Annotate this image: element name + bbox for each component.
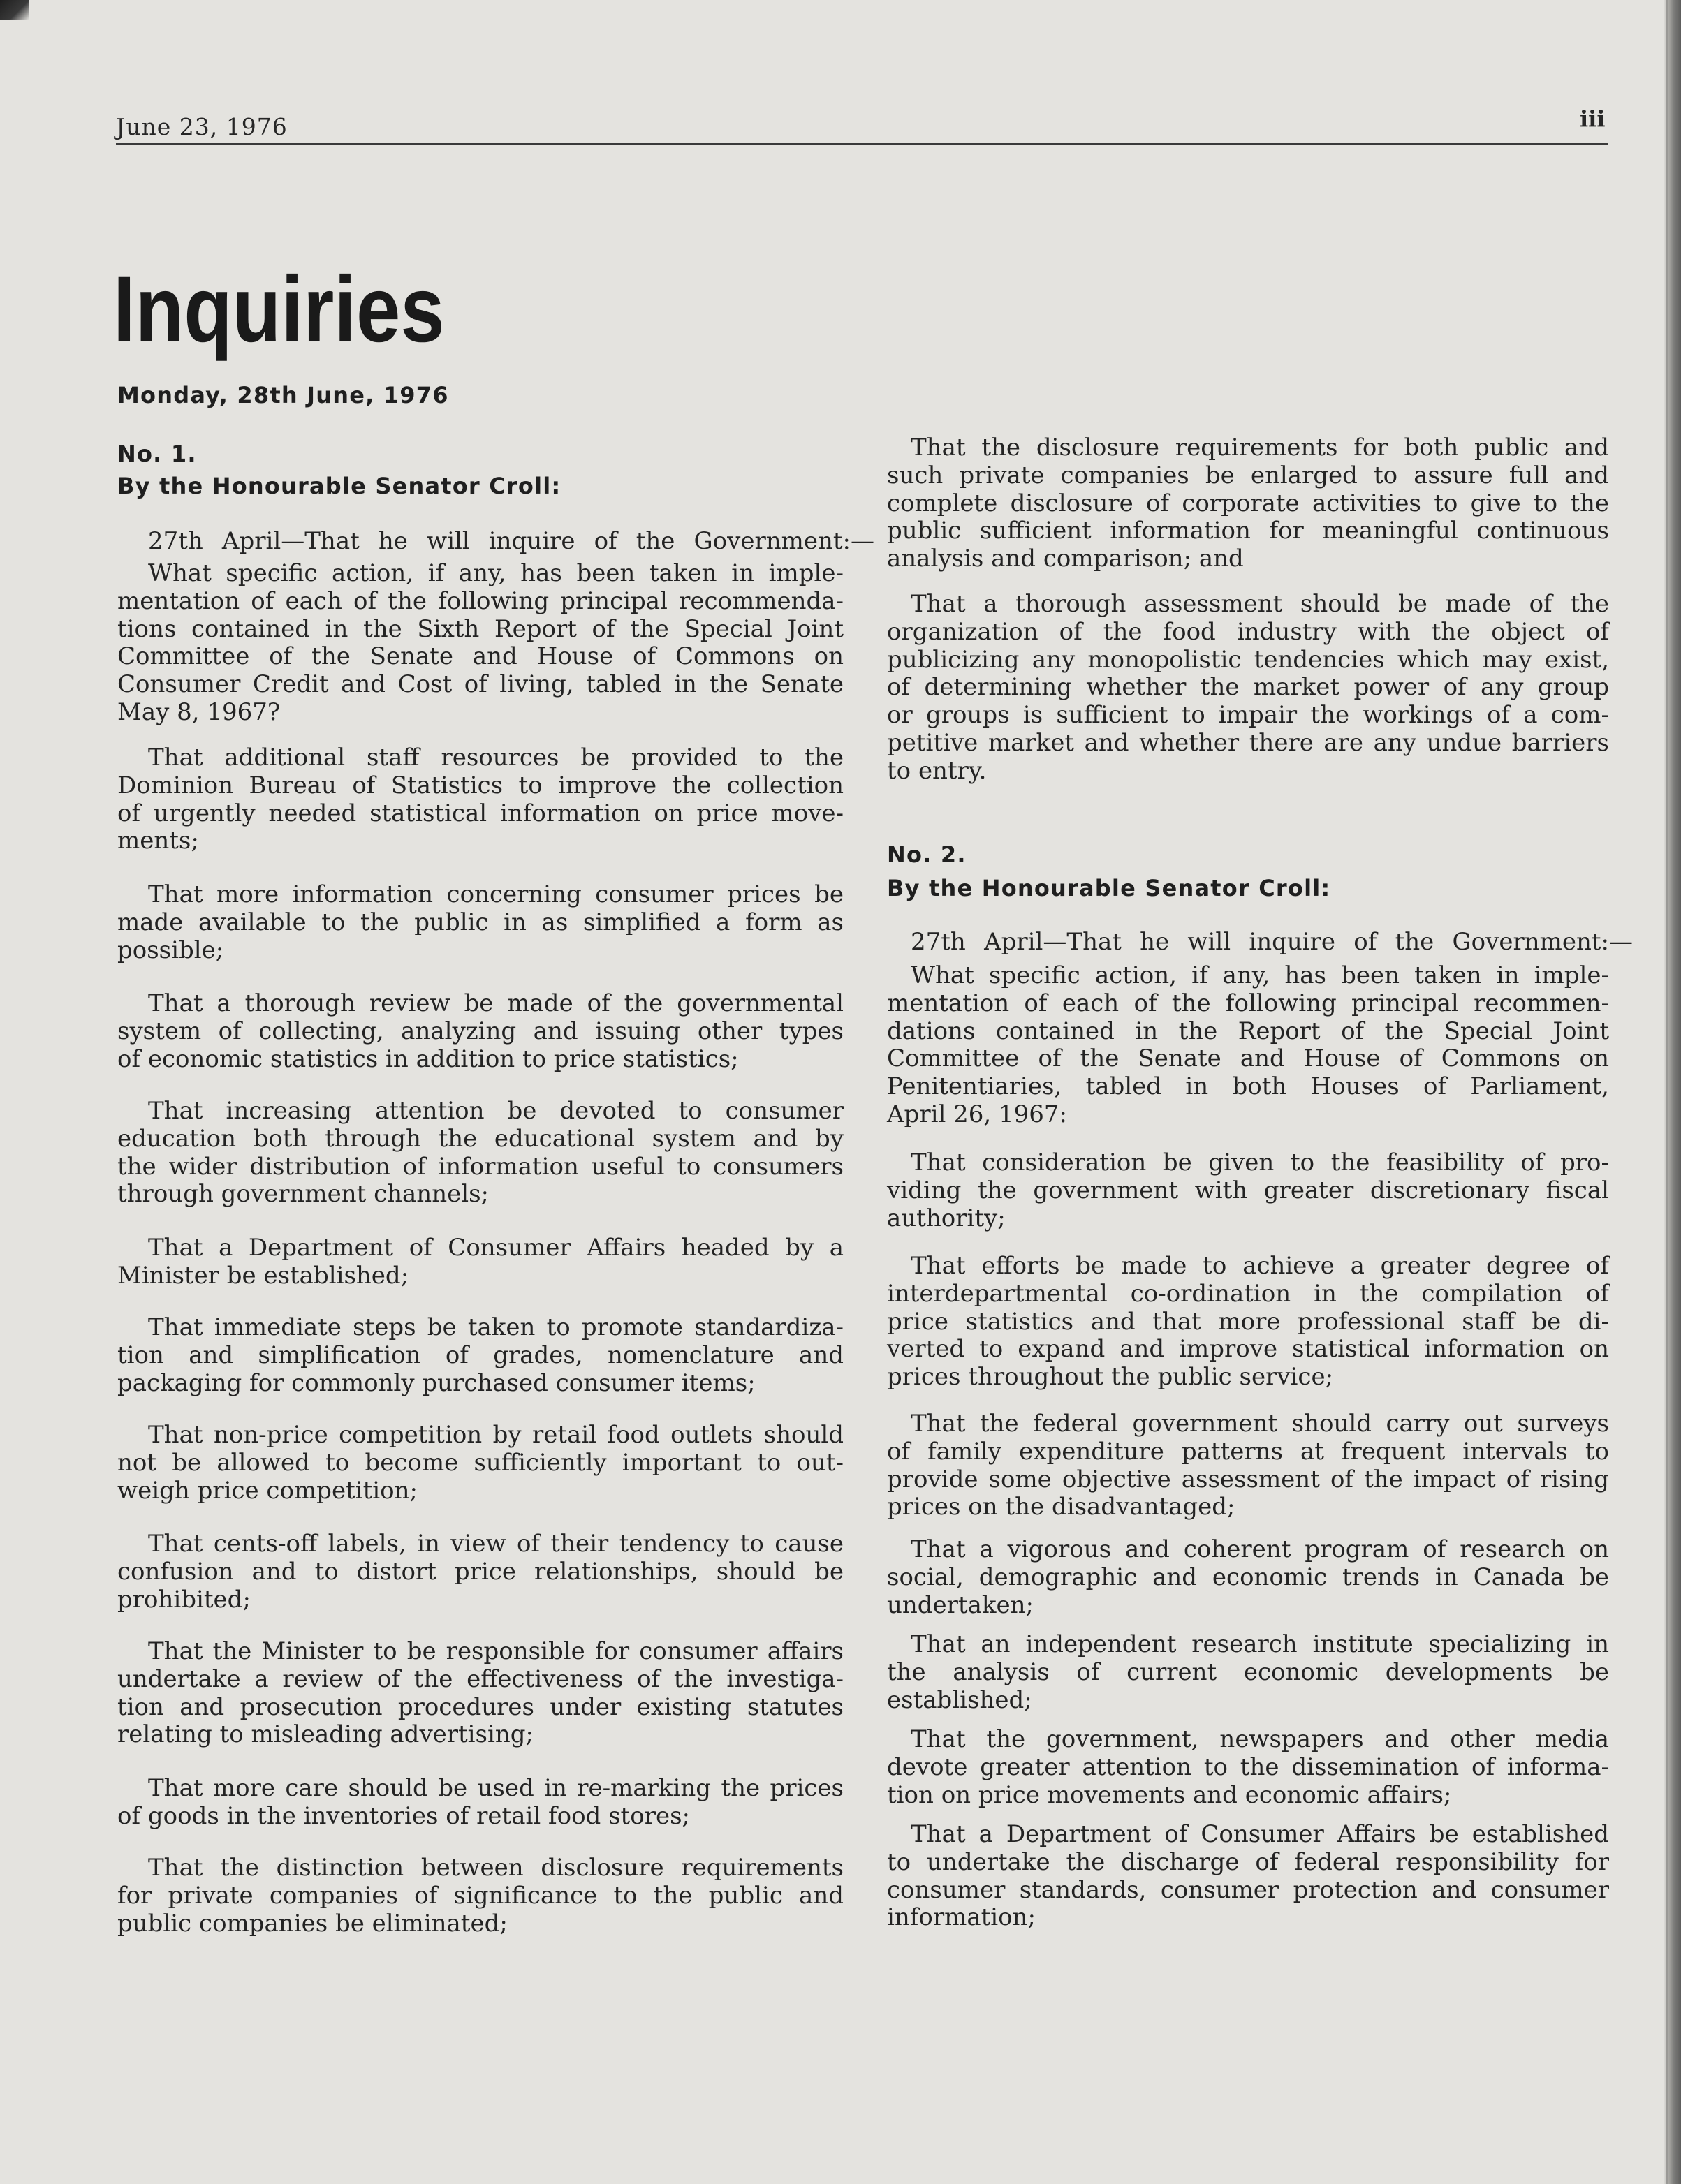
text-line: of economic statistics in addition to price statistics; (117, 1045, 739, 1073)
text-line: Minister be established; (117, 1261, 409, 1290)
inquiry-2-number: No. 2. (887, 841, 967, 868)
text-line: undertaken; (887, 1591, 1034, 1619)
text-line: such private companies be enlarged to assure full and (887, 461, 1609, 489)
text-line: authority; (887, 1204, 1006, 1232)
text-line: That cents-off labels, in view of their tendency to cause (148, 1530, 844, 1558)
text-line: April 26, 1967: (887, 1100, 1067, 1128)
text-line: mentation of each of the following principal recommen- (887, 989, 1609, 1017)
inquiry-1-recommendation (117, 1098, 844, 1209)
text-line: consumer standards, consumer protection and consumer (887, 1875, 1609, 1904)
text-line: packaging for commonly purchased consumer items; (117, 1368, 756, 1397)
text-line: Dominion Bureau of Statistics to improve the collection (117, 771, 844, 799)
inquiry-1-recommendation (117, 881, 844, 964)
text-line: That a thorough review be made of the governmental (148, 989, 844, 1017)
text-line: devote greater attention to the dissemination of informa- (887, 1753, 1609, 1781)
text-line: That the federal government should carry out surveys (911, 1410, 1609, 1438)
scan-corner-shadow (0, 0, 29, 20)
inquiry-1-number: No. 1. (117, 441, 197, 467)
text-line: dations contained in the Report of the Special Joint (887, 1017, 1609, 1045)
text-line: confusion and to distort price relationships, should be (117, 1557, 844, 1586)
inquiry-1-recommendation (117, 1854, 844, 1938)
text-line: That a Department of Consumer Affairs be established (911, 1820, 1609, 1848)
text-line: system of collecting, analyzing and issuing other types (117, 1017, 844, 1045)
page-binding-line (1666, 0, 1668, 2184)
left-column (117, 0, 874, 2184)
text-line: made available to the public in as simplified a form as (117, 908, 844, 936)
text-line: weigh price competition; (117, 1476, 418, 1505)
inquiry-2-question (887, 962, 1609, 1129)
text-line: That the distinction between disclosure requirements (148, 1854, 844, 1882)
text-line: That an independent research institute specializing in (911, 1630, 1609, 1658)
inquiry-2-recommendation (887, 1149, 1609, 1232)
text-line: complete disclosure of corporate activities to give to the (887, 489, 1609, 517)
text-line: tion on price movements and economic affairs; (887, 1780, 1452, 1809)
text-line: That more information concerning consumer prices be (148, 880, 844, 908)
inquiry-1-recommendation (117, 1638, 844, 1749)
inquiry-2-recommendation (887, 1631, 1609, 1714)
text-line: That efforts be made to achieve a greater degree of (911, 1252, 1609, 1280)
text-line: relating to misleading advertising; (117, 1720, 534, 1749)
inquiry-2-recommendation (887, 1253, 1609, 1392)
text-line: prices throughout the public service; (887, 1363, 1334, 1392)
text-line: That the Minister to be responsible for consumer affairs (148, 1637, 844, 1665)
text-line: That the disclosure requirements for both public and (911, 434, 1609, 462)
inquiry-1-intro: 27th April—That he will inquire of the Government:— (148, 527, 874, 555)
text-line: the wider distribution of information useful to consumers (117, 1152, 844, 1181)
text-line: tion and prosecution procedures under existing statutes (117, 1692, 844, 1721)
inquiry-2-author: By the Honourable Senator Croll: (887, 875, 1331, 901)
text-line: prohibited; (117, 1585, 251, 1614)
text-line: through government channels; (117, 1180, 489, 1209)
inquiry-2-recommendation (887, 1410, 1609, 1521)
text-line: That non-price competition by retail food outlets should (148, 1421, 844, 1449)
text-line: social, demographic and economic trends in Canada be (887, 1563, 1609, 1591)
text-line: petitive market and whether there are any undue barriers (887, 728, 1609, 757)
text-line: That a Department of Consumer Affairs headed by a (148, 1234, 844, 1262)
inquiry-1-recommendation (117, 1775, 844, 1831)
text-line: to entry. (887, 756, 987, 785)
page-number: iii (1580, 105, 1606, 132)
text-line: of urgently needed statistical information on price move- (117, 799, 844, 827)
inquiry-1-recommendation (117, 1234, 844, 1290)
text-line: for private companies of significance to the public and (117, 1881, 844, 1910)
date-heading: Monday, 28th June, 1976 (117, 382, 449, 408)
text-line: That additional staff resources be provided to the (148, 744, 844, 772)
inquiry-1-recommendation (887, 591, 1609, 785)
text-line: That a thorough assessment should be made of the (911, 590, 1609, 618)
text-line: That immediate steps be taken to promote standardiza- (148, 1313, 844, 1341)
inquiry-1-recommendation (117, 1314, 844, 1397)
text-line: ments; (117, 827, 199, 855)
text-line: What specific action, if any, has been taken in imple- (911, 961, 1609, 989)
text-line: prices on the disadvantaged; (887, 1493, 1235, 1521)
text-line: That consideration be given to the feasibility of pro- (911, 1149, 1609, 1176)
running-header-date: June 23, 1976 (116, 113, 288, 140)
text-line: of determining whether the market power of any group (887, 673, 1609, 702)
text-line: That the government, newspapers and other media (911, 1725, 1609, 1753)
inquiry-2-recommendation (887, 1726, 1609, 1809)
text-line: interdepartmental co-ordination in the compilation of (887, 1279, 1609, 1308)
text-line: Committee of the Senate and House of Commons on (887, 1045, 1609, 1073)
text-line: possible; (117, 936, 224, 964)
text-line: established; (887, 1685, 1032, 1714)
text-line: tions contained in the Sixth Report of the Special Joint (117, 614, 844, 643)
text-line: not be allowed to become sufficiently important to out- (117, 1448, 844, 1477)
text-line: Committee of the Senate and House of Commons on (117, 642, 844, 671)
inquiry-1-recommendation (117, 990, 844, 1073)
text-line: That a vigorous and coherent program of research on (911, 1535, 1609, 1563)
text-line: What specific action, if any, has been taken in imple- (148, 559, 844, 587)
text-line: information; (887, 1903, 1036, 1932)
text-line: the analysis of current economic developments be (887, 1658, 1609, 1686)
text-line: viding the government with greater discretionary fiscal (887, 1176, 1609, 1204)
text-line: undertake a review of the effectiveness of the investiga- (117, 1665, 844, 1693)
text-line: public companies be eliminated; (117, 1909, 508, 1938)
inquiry-2-recommendation (887, 1536, 1609, 1619)
inquiry-1-question (117, 560, 844, 727)
text-line: public sufficient information for meaningful continuous (887, 517, 1609, 545)
page-title: Inquiries (113, 258, 445, 362)
text-line: of family expenditure patterns at frequent intervals to (887, 1437, 1609, 1466)
inquiry-1-author: By the Honourable Senator Croll: (117, 473, 561, 499)
text-line: education both through the educational system and by (117, 1124, 844, 1153)
inquiry-1-recommendation (887, 434, 1609, 573)
text-line: to undertake the discharge of federal responsibility for (887, 1847, 1609, 1876)
text-line: That increasing attention be devoted to consumer (148, 1097, 844, 1125)
text-line: verted to expand and improve statistical information on (887, 1335, 1609, 1364)
text-line: tion and simplification of grades, nomenclature and (117, 1341, 844, 1369)
text-line: Penitentiaries, tabled in both Houses of Parliament, (887, 1072, 1609, 1101)
inquiry-1-recommendation (117, 744, 844, 855)
text-line: of goods in the inventories of retail food stores; (117, 1801, 690, 1830)
text-line: publicizing any monopolistic tendencies which may exist, (887, 645, 1609, 674)
text-line: provide some objective assessment of the impact of rising (887, 1465, 1609, 1493)
right-column (887, 0, 1633, 2184)
text-line: analysis and comparison; and (887, 545, 1244, 573)
text-line: Consumer Credit and Cost of living, tabled in the Senate (117, 670, 844, 699)
inquiry-1-recommendation (117, 1530, 844, 1614)
text-line: May 8, 1967? (117, 698, 281, 726)
text-line: or groups is sufficient to impair the workings of a com- (887, 701, 1609, 730)
text-line: price statistics and that more professional staff be di- (887, 1307, 1609, 1336)
text-line: That more care should be used in re-marking the prices (148, 1774, 844, 1802)
inquiry-2-intro: 27th April—That he will inquire of the Government:— (911, 928, 1633, 956)
text-line: organization of the food industry with the object of (887, 617, 1609, 646)
inquiry-2-recommendation (887, 1821, 1609, 1932)
inquiry-1-recommendation (117, 1422, 844, 1505)
text-line: mentation of each of the following principal recommenda- (117, 586, 844, 615)
